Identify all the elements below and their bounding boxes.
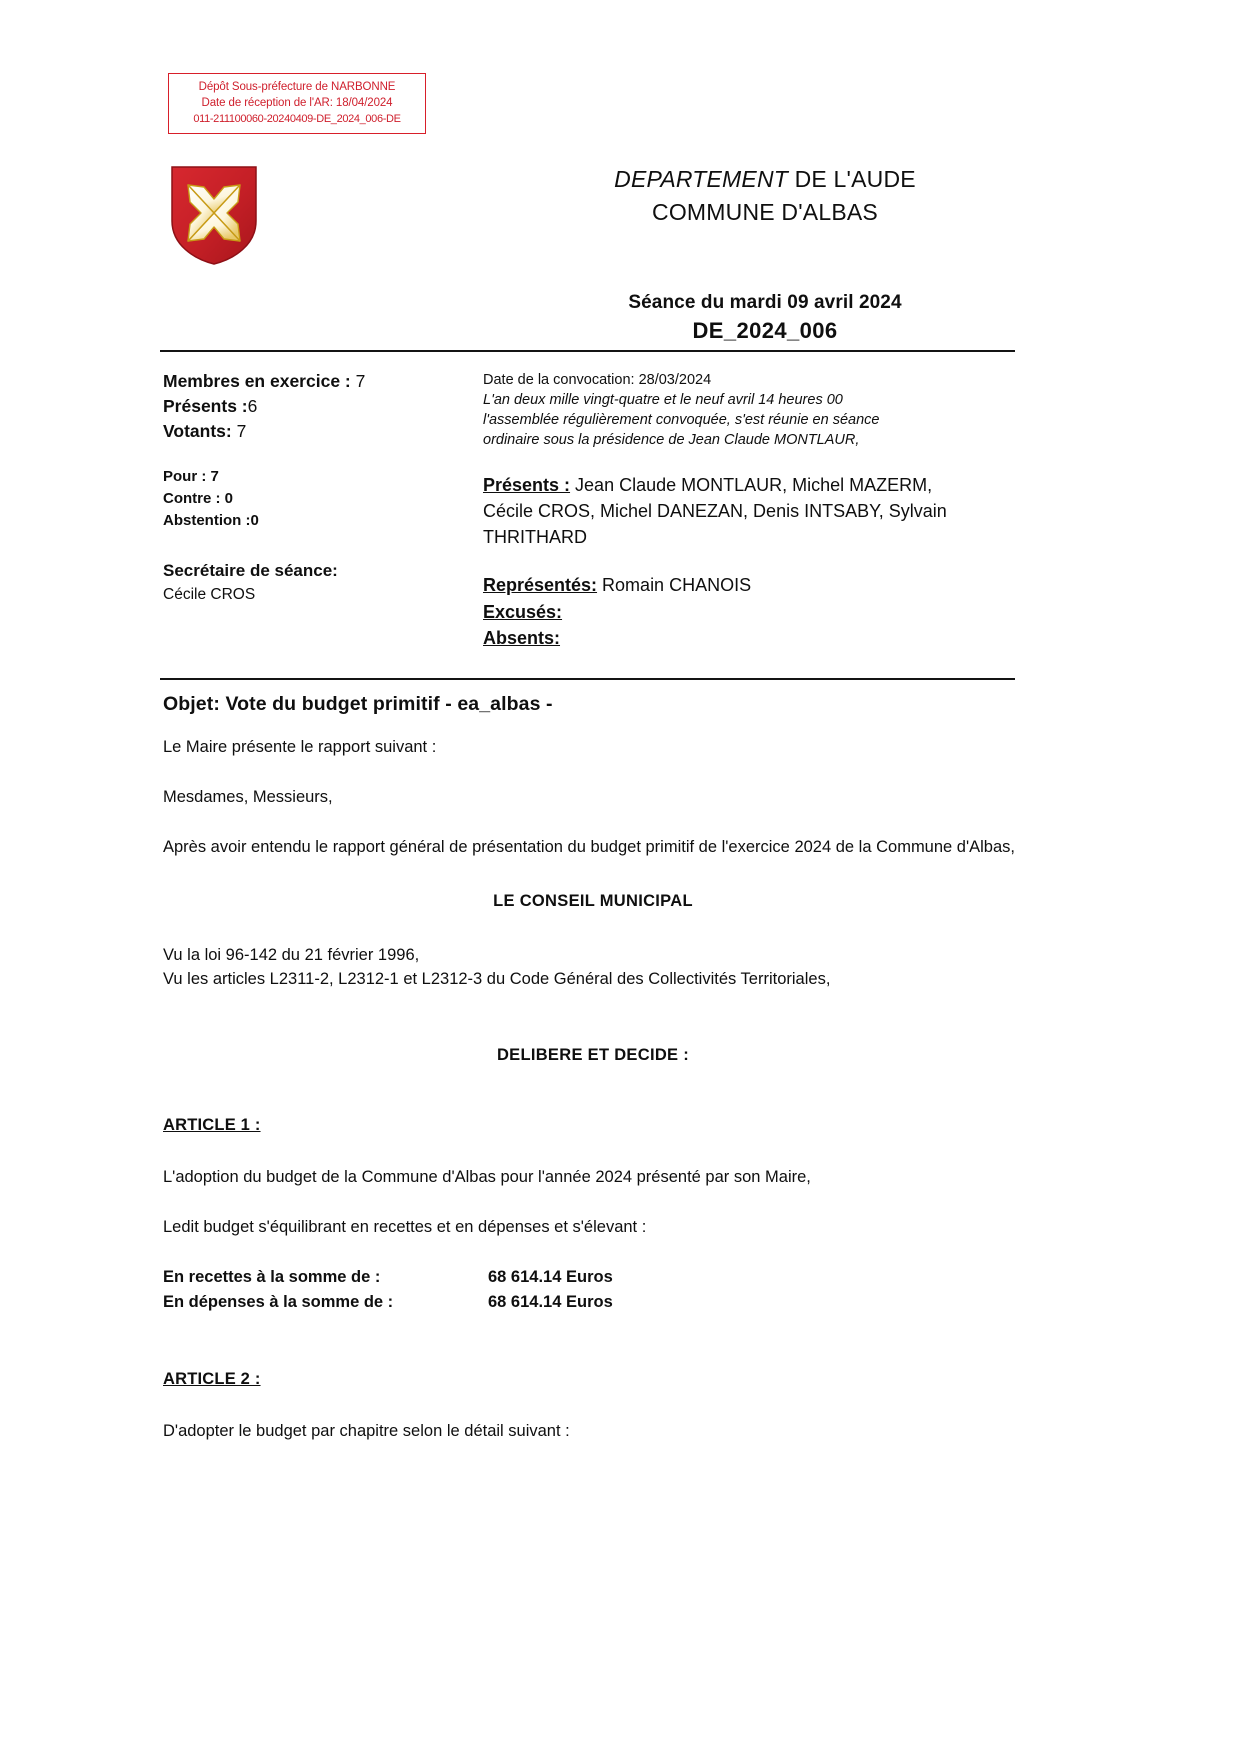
budget-preamble: Après avoir entendu le rapport général de présentation du budget primitif de l'exercice 2024 de la Commune d'Albas,: [163, 838, 1015, 856]
represented-label: Représentés:: [483, 575, 598, 595]
mayor-report-intro: Le Maire présente le rapport suivant :: [163, 738, 437, 756]
votes-abstention: Abstention :0: [163, 512, 259, 529]
department-suffix: DE L'AUDE: [788, 166, 916, 192]
expense-amount-value: 68 614.14 Euros: [488, 1293, 613, 1311]
spacer-secretary: [163, 532, 463, 558]
session-secretary-name: Cécile CROS: [163, 586, 256, 603]
present-members-names: Jean Claude MONTLAUR, Michel MAZERM, Cécile CROS, Michel DANEZAN, Denis INTSABY, Sylvain THRITHARD: [483, 475, 947, 547]
coat-of-arms-icon: [168, 163, 260, 267]
present-members-label: Présents :: [483, 475, 571, 495]
department-line: [520, 163, 1010, 196]
session-heading: [520, 290, 1010, 346]
session-secretary-label: Secrétaire de séance:: [163, 561, 338, 580]
excused-label: Excusés:: [483, 601, 563, 622]
members-in-office-value: 7: [355, 371, 366, 391]
salutation: Mesdames, Messieurs,: [163, 788, 333, 806]
revenue-amount-row: [163, 1265, 1023, 1290]
deliberation-body: [163, 735, 1023, 1469]
convocation-paragraph-line-1: L'an deux mille vingt-quatre et le neuf avril 14 heures 00: [483, 392, 843, 408]
expense-amount-row: [163, 1290, 1023, 1315]
presents-count-label: Présents :: [163, 396, 248, 416]
article-1-paragraph-2: Ledit budget s'équilibrant en recettes et en dépenses et s'élevant :: [163, 1218, 647, 1236]
legal-reference-line-2: Vu les articles L2311-2, L2312-1 et L2312-3 du Code Général des Collectivités Territoriales,: [163, 970, 831, 988]
excused-row: [483, 599, 983, 626]
members-in-office-row: [163, 369, 463, 394]
presents-count-value: 6: [247, 396, 258, 416]
budget-amounts-block: [163, 1265, 1023, 1315]
presents-count-row: [163, 394, 463, 419]
spacer-votes: [163, 444, 463, 466]
convocation-block: [483, 370, 983, 652]
decides-heading: DELIBERE ET DECIDE :: [496, 1046, 690, 1064]
divider-middle: [160, 678, 1015, 680]
attendance-status-block: [483, 572, 983, 652]
stamp-line-reception-date: Date de réception de l'AR: 18/04/2024: [201, 97, 393, 109]
absents-row: [483, 625, 983, 652]
divider-top: [160, 350, 1015, 352]
deliberation-number: DE_2024_006: [692, 318, 838, 343]
votes-for: Pour : 7: [163, 468, 219, 485]
convocation-paragraph-line-2: l'assemblée régulièrement convoquée, s'est réunie en séance: [483, 412, 880, 428]
revenue-amount-label: En recettes à la somme de :: [163, 1268, 381, 1286]
convocation-paragraph-line-3: ordinaire sous la présidence de Jean Claude MONTLAUR,: [483, 432, 860, 448]
represented-names: Romain CHANOIS: [597, 575, 752, 595]
members-in-office-label: Membres en exercice :: [163, 371, 356, 391]
voters-count-row: [163, 419, 463, 444]
article-2-paragraph-1: D'adopter le budget par chapitre selon le détail suivant :: [163, 1422, 570, 1440]
absents-label: Absents:: [483, 628, 561, 648]
voters-count-label: Votants:: [163, 421, 237, 441]
prefecture-reception-stamp: [168, 73, 426, 134]
article-2-title: ARTICLE 2 :: [163, 1370, 261, 1388]
page-title: Objet: Vote du budget primitif - ea_albas -: [163, 693, 553, 715]
article-1-title: ARTICLE 1 :: [163, 1116, 261, 1134]
expense-amount-label: En dépenses à la somme de :: [163, 1293, 394, 1311]
voters-count-value: 7: [236, 421, 247, 441]
department-commune-header: [520, 163, 1010, 229]
article-1-paragraph-1: L'adoption du budget de la Commune d'Albas pour l'année 2024 présenté par son Maire,: [163, 1168, 811, 1186]
commune-line: COMMUNE D'ALBAS: [652, 199, 878, 225]
stamp-line-prefecture: Dépôt Sous-préfecture de NARBONNE: [198, 81, 396, 93]
department-word: DEPARTEMENT: [614, 166, 789, 192]
stamp-line-reference: 011-211100060-20240409-DE_2024_006-DE: [193, 113, 401, 125]
present-members-block: [483, 472, 983, 550]
convocation-date: Date de la convocation: 28/03/2024: [483, 372, 712, 388]
revenue-amount-value: 68 614.14 Euros: [488, 1268, 613, 1286]
session-date-title: Séance du mardi 09 avril 2024: [628, 292, 902, 313]
attendance-counts-block: [163, 369, 463, 606]
votes-against: Contre : 0: [163, 490, 234, 507]
council-heading: LE CONSEIL MUNICIPAL: [493, 892, 693, 910]
represented-row: [483, 572, 983, 599]
legal-reference-line-1: Vu la loi 96-142 du 21 février 1996,: [163, 946, 420, 964]
